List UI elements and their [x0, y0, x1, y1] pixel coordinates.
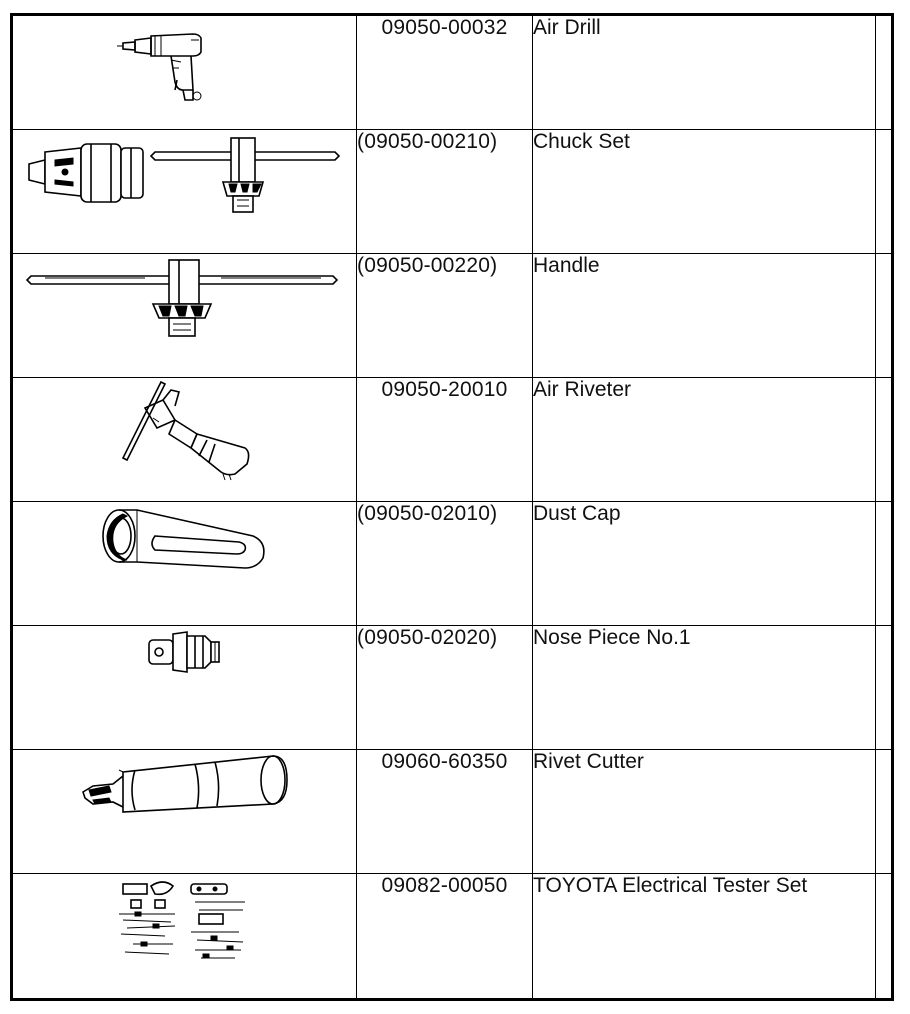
blank-cell [876, 749, 895, 873]
tool-name: Dust Cap [533, 501, 876, 625]
blank-cell [876, 625, 895, 749]
blank-cell [876, 129, 895, 253]
part-number: 09050-00032 [357, 16, 533, 129]
table-row [13, 16, 894, 129]
illustration-cell [13, 501, 357, 625]
illustration-cell [13, 253, 357, 377]
tool-name: Handle [533, 253, 876, 377]
part-number: 09082-00050 [357, 873, 533, 998]
blank-cell [876, 253, 895, 377]
part-number: (09050-02020) [357, 625, 533, 749]
blank-cell [876, 16, 895, 129]
table-row [13, 129, 894, 253]
air-riveter-icon [115, 378, 255, 482]
rivet-cutter-icon [79, 750, 291, 834]
dust-cap-icon [97, 502, 273, 582]
illustration-cell [13, 625, 357, 749]
table-row [13, 253, 894, 377]
tool-name: Air Drill [533, 16, 876, 129]
tool-name: Chuck Set [533, 129, 876, 253]
illustration-cell [13, 873, 357, 998]
tool-name: Nose Piece No.1 [533, 625, 876, 749]
air-drill-icon [115, 16, 255, 102]
illustration-cell [13, 129, 357, 253]
nose-piece-icon [145, 626, 225, 676]
table-row [13, 501, 894, 625]
table-row [13, 873, 894, 998]
illustration-cell [13, 16, 357, 129]
tool-name: Rivet Cutter [533, 749, 876, 873]
chuck-set-icon [25, 130, 345, 220]
table-row [13, 749, 894, 873]
tool-name: TOYOTA Electrical Tester Set [533, 873, 876, 998]
part-number: (09050-00220) [357, 253, 533, 377]
table-row [13, 625, 894, 749]
tool-name: Air Riveter [533, 377, 876, 501]
blank-cell [876, 377, 895, 501]
blank-cell [876, 873, 895, 998]
part-number: (09050-02010) [357, 501, 533, 625]
table-row [13, 377, 894, 501]
chuck-key-handle-icon [25, 254, 345, 344]
part-number: 09050-20010 [357, 377, 533, 501]
part-number: (09050-00210) [357, 129, 533, 253]
illustration-cell [13, 377, 357, 501]
electrical-tester-set-icon [115, 874, 255, 964]
blank-cell [876, 501, 895, 625]
tool-table-frame [10, 13, 894, 1001]
illustration-cell [13, 749, 357, 873]
part-number: 09060-60350 [357, 749, 533, 873]
tool-table [13, 16, 894, 998]
